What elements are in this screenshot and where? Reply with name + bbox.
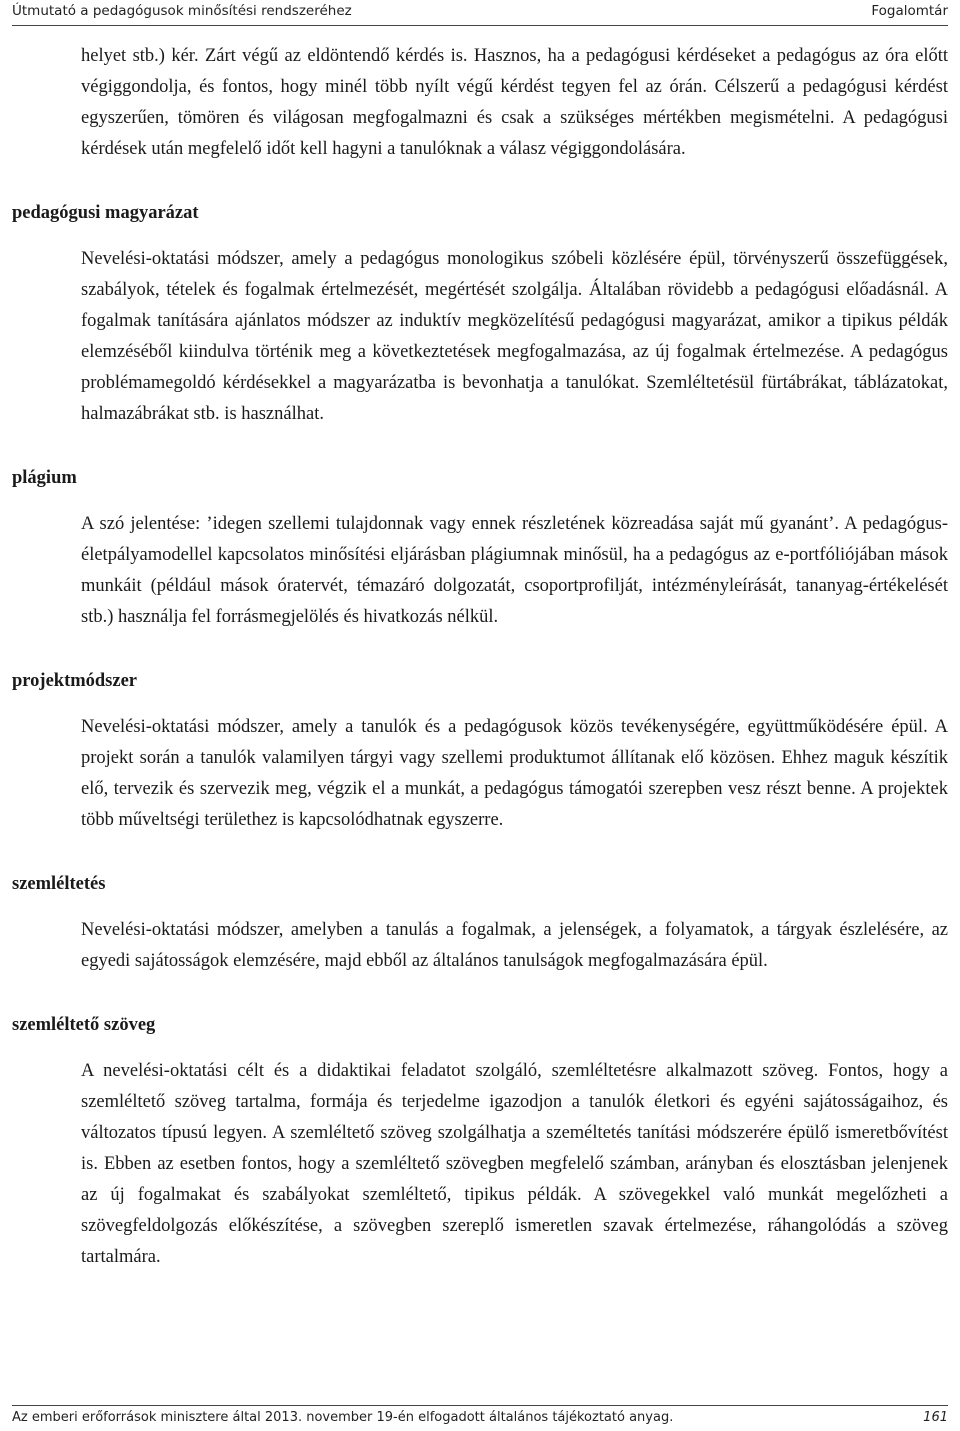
intro-paragraph: helyet stb.) kér. Zárt végű az eldöntendő kérdés is. Hasznos, ha a pedagógusi kérdéseket a pedagógus az óra előtt végiggondolja, és fontos, hogy minél több nyílt végű kérdést tegyen fel az órán. Célszerű a pedagógusi kérdést egyszerűen, tömören és világosan megfogalmazni és csak a szükséges mértékben megismételni. A pedagógusi kérdések után megfelelő időt kell hagyni a tanulóknak a válasz végiggondolására. — [81, 46, 948, 159]
glossary-content — [12, 41, 948, 1273]
page-number: 161 — [923, 1410, 948, 1425]
glossary-definition: Nevelési-oktatási módszer, amely a tanulók és a pedagógusok közös tevékenységére, együttműködésére épül. A projekt során a tanulók valamilyen tárgyi vagy szellemi produktumot állítanak elő közösen. Ehhez maguk készítik elő, tervezik és szervezik meg, végzik el a munkát, a pedagógus támogatói szerepben vesz részt benne. A projektek több műveltségi területhez is kapcsolódhatnak egyszerre. — [81, 717, 948, 830]
glossary-entry — [12, 1010, 948, 1273]
header-section: Fogalomtár — [871, 3, 948, 19]
page-header — [12, 0, 948, 22]
glossary-term: szemléltető szöveg — [12, 1015, 156, 1035]
footer-note: Az emberi erőforrások minisztere által 2013. november 19-én elfogadott általános tájékoztató anyag. — [12, 1410, 674, 1425]
glossary-definition: Nevelési-oktatási módszer, amelyben a tanulás a fogalmak, a jelenségek, a folyamatok, a tárgyak észlelésére, az egyedi sajátosságok elemzésére, majd ebből az általános tanulságok megfogalmazására épül. — [81, 920, 948, 971]
glossary-term: szemléltetés — [12, 874, 106, 894]
glossary-entry — [12, 666, 948, 836]
glossary-definition: A szó jelentése: ’idegen szellemi tulajdonnak vagy ennek részletének közreadása saját mű gyanánt’. A pedagógus-életpályamodellel kapcsolatos minősítési eljárásban plágiumnak minősül, ha a pedagógus az e-portfóliójában mások munkáit (például mások óratervét, témazáró dolgozatát, csoportprofilját, intézményleírását, tananyag-értékelését stb.) használja fel forrásmegjelölés és hivatkozás nélkül. — [81, 514, 948, 627]
glossary-entry — [12, 463, 948, 633]
glossary-entry — [12, 869, 948, 977]
glossary-definition: Nevelési-oktatási módszer, amely a pedagógus monologikus szóbeli közlésére épül, törvényszerű összefüggések, szabályok, tételek és fogalmak értelmezését, megértését szolgálja. Általában rövidebb a pedagógusi előadásnál. A fogalmak tanítására ajánlatos módszer az induktív megközelítésű pedagógusi magyarázat, amikor a tipikus példák elemzéséből kiindulva történik meg a következtetések megfogalmazása, az új fogalmak értelmezése. A pedagógus problémamegoldó kérdésekkel a magyarázatba is bevonhatja a tanulókat. Szemléltetésül fürtábrákat, táblázatokat, halmazábrákat stb. is használhat. — [81, 249, 948, 424]
header-divider — [12, 25, 948, 26]
glossary-entry — [12, 198, 948, 430]
footer-divider — [12, 1405, 948, 1406]
page-footer — [12, 1408, 948, 1428]
header-title: Útmutató a pedagógusok minősítési rendszeréhez — [12, 3, 352, 19]
glossary-term: projektmódszer — [12, 671, 138, 691]
glossary-term: pedagógusi magyarázat — [12, 203, 199, 223]
glossary-definition: A nevelési-oktatási célt és a didaktikai feladatot szolgáló, szemléltetésre alkalmazott szöveg. Fontos, hogy a szemléltető szöveg tartalma, formája és terjedelme igazodjon a tanulók életkori és egyéni sajátosságaihoz, és változatos típusú legyen. A szemléltető szöveg szolgálhatja a személtetés tanítási módszerére épülő ismeretbővítést is. Ebben az esetben fontos, hogy a szemléltető szövegben megfelelő számban, arányban és elosztásban jelenjenek az új fogalmakat és szabályokat szemléltető, tipikus példák. A szövegekkel való munkát megelőzheti a szövegfeldolgozás előkészítése, a szövegben szereplő ismeretlen szavak értelmezése, ráhangolódás a szöveg tartalmára. — [81, 1061, 948, 1267]
glossary-term: plágium — [12, 468, 77, 488]
